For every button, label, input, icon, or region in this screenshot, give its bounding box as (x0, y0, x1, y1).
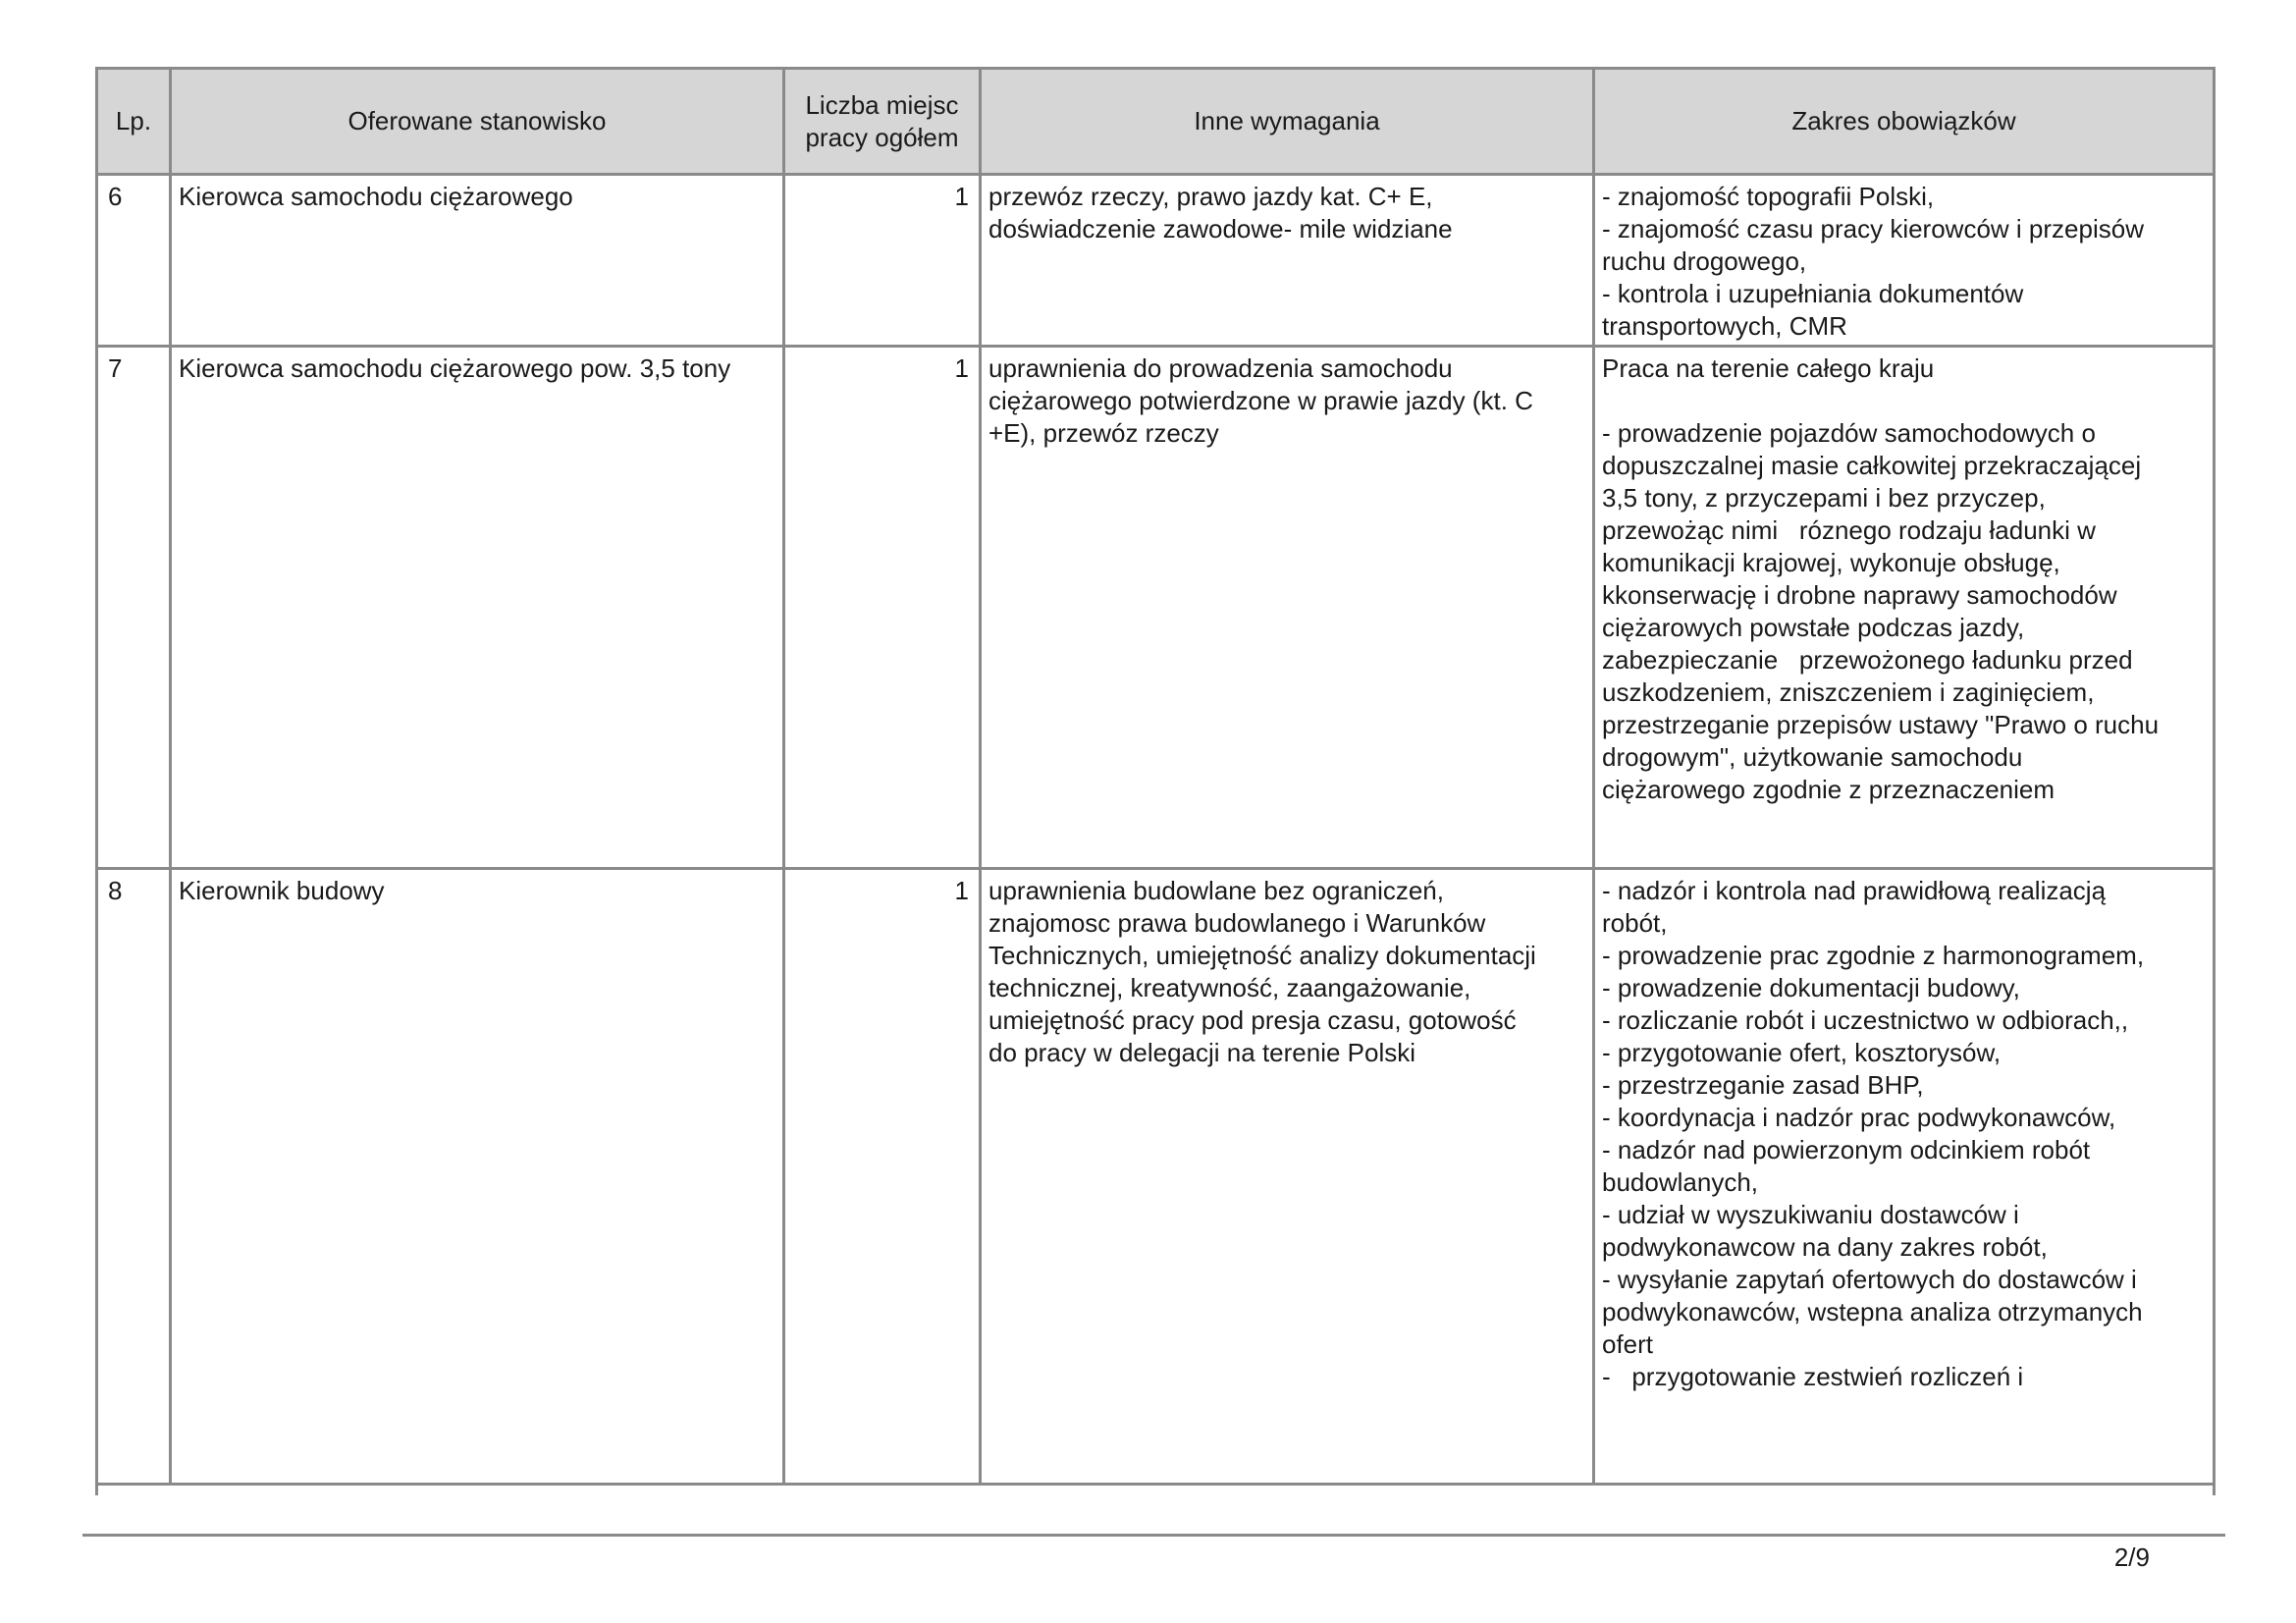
header-lp: Lp. (97, 69, 171, 175)
duties-line: uszkodzeniem, zniszczeniem i zaginięciem, (1602, 677, 2095, 707)
table-continuation-row (97, 1485, 2215, 1496)
duties-line: drogowym", użytkowanie samochodu (1602, 742, 2023, 772)
duties-line: - kontrola i uzupełniania dokumentów (1602, 279, 2024, 308)
page-number: 2/9 (2113, 1542, 2150, 1572)
duties-line: - udział w wyszukiwaniu dostawców i (1602, 1200, 2019, 1229)
duties-line: transportowych, CMR (1602, 311, 1847, 341)
requirements-line: technicznej, kreatywność, zaangażowanie, (988, 973, 1471, 1002)
duties-line: komunikacji krajowej, wykonuje obsługę, (1602, 548, 2060, 577)
requirements-line: Technicznych, umiejętność analizy dokumentacji (988, 941, 1536, 970)
table-header-row (97, 69, 2215, 175)
duties-line: robót, (1602, 908, 1668, 938)
cell-duties (1594, 175, 2215, 347)
cell-lp: 7 (97, 347, 171, 869)
header-count: Liczba miejsc pracy ogółem (784, 69, 981, 175)
duties-intro: Praca na terenie całego kraju (1602, 353, 1935, 383)
job-offers-table (95, 67, 2216, 1495)
duties-line: - prowadzenie dokumentacji budowy, (1602, 973, 2020, 1002)
duties-line: - prowadzenie prac zgodnie z harmonogramem, (1602, 941, 2145, 970)
duties-line: podwykonawcow na dany zakres robót, (1602, 1232, 2048, 1262)
requirements-line: znajomosc prawa budowlanego i Warunków (988, 908, 1486, 938)
duties-line: ciężarowego zgodnie z przeznaczeniem (1602, 775, 2056, 804)
cell-requirements (981, 869, 1594, 1485)
duties-line: ciężarowych powstałe podczas jazdy, (1602, 613, 2025, 642)
cell-count: 1 (784, 175, 981, 347)
paragraph-gap (1602, 385, 2206, 417)
duties-line: 3,5 tony, z przyczepami i bez przyczep, (1602, 483, 2046, 513)
duties-line: - rozliczanie robót i uczestnictwo w odbiorach,, (1602, 1005, 2129, 1035)
duties-line: kkonserwację i drobne naprawy samochodów (1602, 580, 2117, 610)
duties-line: ruchu drogowego, (1602, 246, 1807, 276)
table-continuation-cell (97, 1485, 2215, 1496)
duties-line: - znajomość czasu pracy kierowców i przepisów (1602, 214, 2144, 243)
duties-line: - przestrzeganie zasad BHP, (1602, 1070, 1924, 1100)
duties-line: - wysyłanie zapytań ofertowych do dostawców i (1602, 1265, 2137, 1294)
duties-line: budowlanych, (1602, 1167, 1758, 1197)
duties-line: - znajomość topografii Polski, (1602, 182, 1935, 211)
requirements-line: do pracy w delegacji na terenie Polski (988, 1038, 1416, 1067)
duties-line: podwykonawców, wstepna analiza otrzymanych (1602, 1297, 2143, 1326)
duties-line: przestrzeganie przepisów ustawy "Prawo o ruchu (1602, 710, 2160, 739)
table-row (97, 869, 2215, 1485)
requirements-line: +E), przewóz rzeczy (988, 418, 1219, 448)
duties-line: - przygotowanie ofert, kosztorysów, (1602, 1038, 2002, 1067)
cell-count: 1 (784, 347, 981, 869)
footer-divider (82, 1534, 2225, 1537)
table-row (97, 175, 2215, 347)
requirements-line: uprawnienia budowlane bez ograniczeń, (988, 876, 1444, 905)
cell-position: Kierowca samochodu ciężarowego pow. 3,5 tony (171, 347, 784, 869)
header-requirements: Inne wymagania (981, 69, 1594, 175)
duties-line: zabezpieczanie przewożonego ładunku przed (1602, 645, 2133, 675)
cell-requirements (981, 175, 1594, 347)
cell-duties (1594, 347, 2215, 869)
cell-requirements (981, 347, 1594, 869)
header-duties: Zakres obowiązków (1594, 69, 2215, 175)
duties-line: - prowadzenie pojazdów samochodowych o (1602, 418, 2096, 448)
requirements-line: przewóz rzeczy, prawo jazdy kat. C+ E, (988, 182, 1433, 211)
cell-duties (1594, 869, 2215, 1485)
duties-line: - nadzór i kontrola nad prawidłową realizacją (1602, 876, 2107, 905)
duties-line: dopuszczalnej masie całkowitej przekraczającej (1602, 451, 2142, 480)
duties-line: przewożąc nimi róznego rodzaju ładunki w (1602, 515, 2096, 545)
requirements-line: umiejętność pracy pod presja czasu, gotowość (988, 1005, 1517, 1035)
requirements-line: uprawnienia do prowadzenia samochodu (988, 353, 1453, 383)
header-position: Oferowane stanowisko (171, 69, 784, 175)
duties-line: - przygotowanie zestwień rozliczeń i (1602, 1362, 2024, 1391)
table-row (97, 347, 2215, 869)
cell-position: Kierownik budowy (171, 869, 784, 1485)
duties-line: ofert (1602, 1329, 1654, 1359)
requirements-line: ciężarowego potwierdzone w prawie jazdy (kt. C (988, 386, 1533, 415)
duties-line: - koordynacja i nadzór prac podwykonawców, (1602, 1103, 2116, 1132)
cell-position: Kierowca samochodu ciężarowego (171, 175, 784, 347)
cell-lp: 8 (97, 869, 171, 1485)
cell-count: 1 (784, 869, 981, 1485)
duties-line: - nadzór nad powierzonym odcinkiem robót (1602, 1135, 2091, 1164)
requirements-line: doświadczenie zawodowe- mile widziane (988, 214, 1453, 243)
cell-lp: 6 (97, 175, 171, 347)
